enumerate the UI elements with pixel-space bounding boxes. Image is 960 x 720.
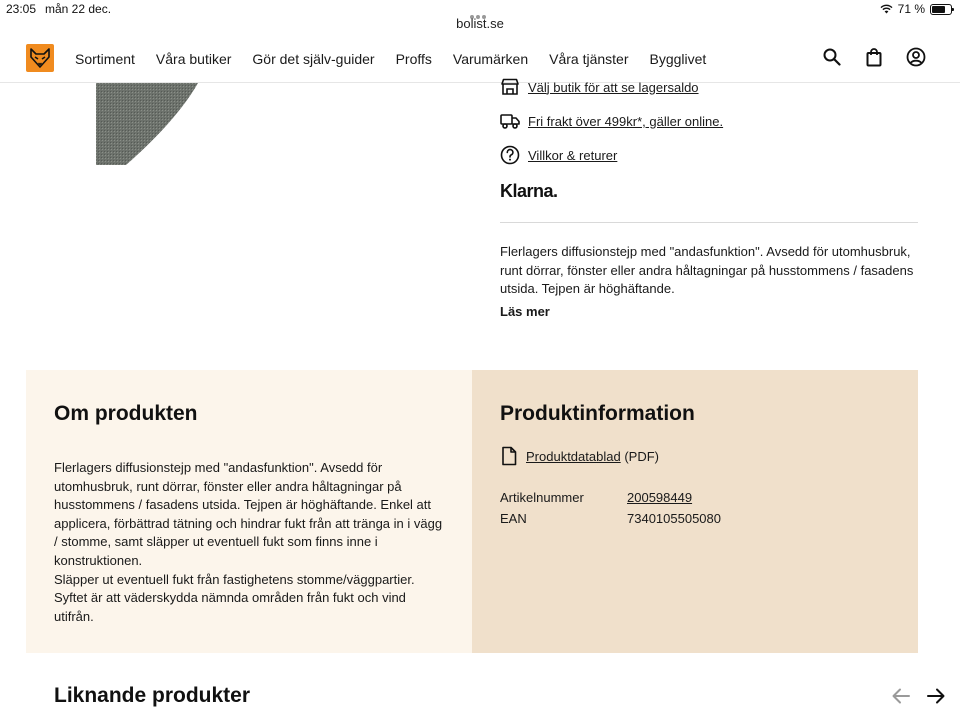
- nav-item-bygglivet[interactable]: Bygglivet: [649, 51, 707, 67]
- about-paragraph: Släpper ut eventuell fukt från fastighetens stomme/väggpartier. Syftet är att väderskydda nämnda områden från fukt och vind utifrån.: [54, 571, 415, 624]
- product-information-title: Produktinformation: [500, 402, 695, 425]
- document-icon: [500, 446, 518, 466]
- shipping-row: [500, 112, 723, 130]
- account-icon[interactable]: [906, 47, 926, 67]
- fox-logo-icon[interactable]: [26, 44, 54, 72]
- about-product-description: [54, 459, 446, 626]
- store-stock-row: [500, 78, 699, 96]
- terms-row: [500, 145, 617, 165]
- divider: [500, 222, 918, 223]
- nav-menu: [75, 51, 727, 67]
- battery-icon: [930, 4, 952, 15]
- main-navigation: [0, 37, 960, 83]
- spec-row-article: [500, 487, 721, 508]
- spec-row-ean: [500, 508, 721, 529]
- about-product-title: Om produkten: [54, 402, 198, 425]
- select-store-link[interactable]: Välj butik för att se lagersaldo: [528, 79, 699, 95]
- shopping-bag-icon[interactable]: [864, 47, 884, 67]
- address-bar-url[interactable]: bolist.se: [456, 16, 504, 31]
- nav-item-services[interactable]: Våra tjänster: [549, 51, 629, 67]
- status-indicators: [880, 2, 952, 16]
- similar-products-title: Liknande produkter: [54, 684, 251, 707]
- nav-actions: [822, 47, 926, 67]
- nav-item-brands[interactable]: Varumärken: [452, 51, 529, 67]
- arrow-left-icon[interactable]: [890, 686, 912, 706]
- ean-value: 7340105505080: [627, 511, 721, 526]
- wifi-icon: [880, 4, 893, 14]
- terms-returns-link[interactable]: Villkor & returer: [528, 147, 618, 163]
- question-circle-icon: [500, 145, 520, 165]
- datasheet-link[interactable]: Produktdatablad: [526, 448, 621, 464]
- free-shipping-link[interactable]: Fri frakt över 499kr*, gäller online.: [528, 113, 724, 129]
- spec-label: Artikelnummer: [500, 490, 584, 505]
- spec-label: EAN: [500, 511, 527, 526]
- klarna-logo: Klarna.: [500, 181, 558, 201]
- battery-percent: 71 %: [897, 2, 925, 16]
- status-bar: [0, 0, 960, 36]
- product-image[interactable]: [96, 83, 200, 165]
- search-icon[interactable]: [822, 47, 842, 67]
- nav-item-diy-guides[interactable]: Gör det själv-guider: [252, 51, 375, 67]
- read-more-link[interactable]: Läs mer: [500, 304, 550, 319]
- product-short-description: Flerlagers diffusionstejp med "andasfunktion". Avsedd för utomhusbruk, runt dörrar, fönster eller andra håltagningar på husstommens / fasadens utsida. Tejpen är höghäftande.: [500, 244, 914, 296]
- nav-item-sortiment[interactable]: Sortiment: [75, 51, 135, 67]
- product-information-panel: [472, 370, 918, 653]
- delivery-truck-icon: [500, 112, 520, 130]
- status-time: 23:05: [6, 2, 37, 16]
- status-date: mån 22 dec.: [45, 2, 112, 16]
- about-product-panel: [26, 370, 472, 653]
- nav-item-stores[interactable]: Våra butiker: [155, 51, 232, 67]
- article-number-value[interactable]: 200598449: [627, 490, 693, 505]
- arrow-right-icon[interactable]: [925, 686, 947, 706]
- multitasking-dots-icon[interactable]: [470, 6, 490, 10]
- spec-table: [500, 487, 721, 529]
- datasheet-format: (PDF): [624, 448, 659, 464]
- datasheet-row: [500, 446, 659, 466]
- about-paragraph: Flerlagers diffusionstejp med "andasfunktion". Avsedd för utomhusbruk, runt dörrar, fönster eller andra håltagningar på husstommens / fasadens utsida. Tejpen är höghäftande. Enkel att applicera, förbättrad tätning och hindrar fukt från att tränga in i vägg / stomme, samt släpper ut eventuell fukt som finns inne i konstruktionen.: [54, 460, 443, 568]
- fox-head-icon: [29, 48, 51, 68]
- nav-item-pro[interactable]: Proffs: [395, 51, 432, 67]
- store-icon: [500, 78, 520, 96]
